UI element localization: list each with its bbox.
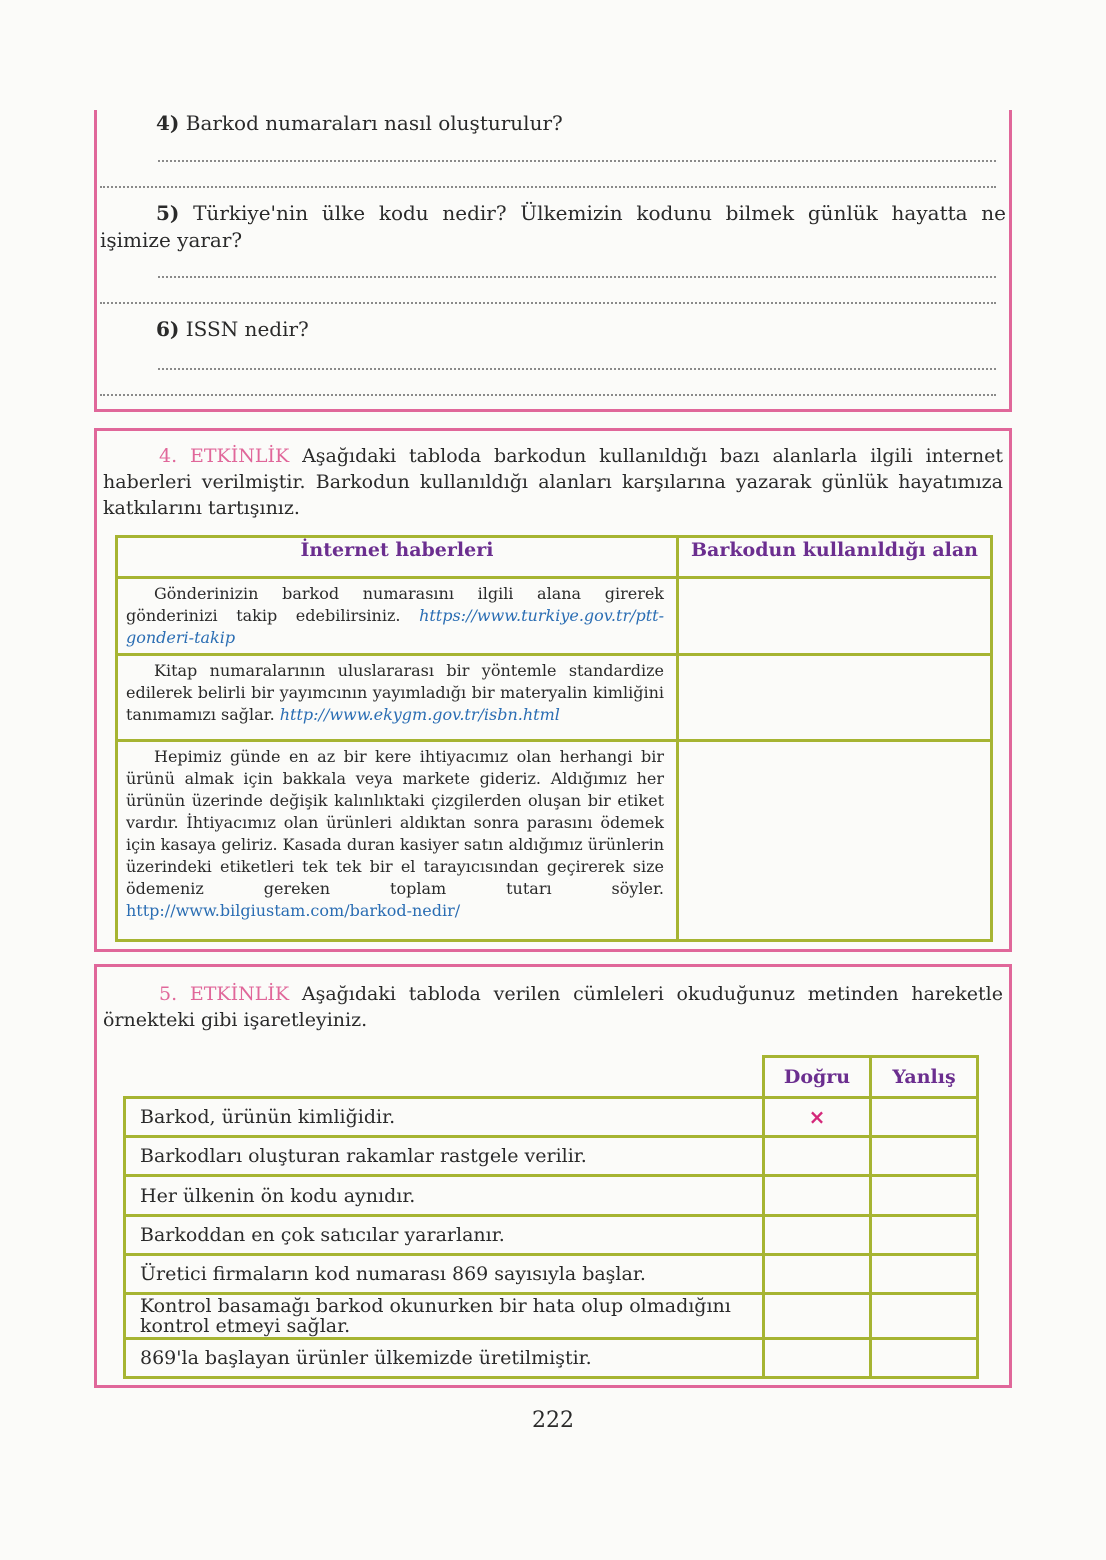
header-barcode-area: Barkodun kullanıldığı alan <box>678 537 992 578</box>
dogru-cell[interactable] <box>764 1098 871 1137</box>
answer-cell[interactable] <box>678 741 992 941</box>
statement: Barkod, ürünün kimliğidir. <box>125 1098 764 1137</box>
activity-5-intro: 5. ETKİNLİK Aşağıdaki tabloda verilen cümleleri okuduğunuz metinden hareketle örnekteki gibi işaretleyiniz. <box>103 983 1003 1031</box>
yanlis-cell[interactable] <box>871 1294 978 1339</box>
answer-cell[interactable] <box>678 578 992 655</box>
dogru-cell[interactable] <box>764 1294 871 1339</box>
dogru-cell[interactable] <box>764 1176 871 1216</box>
question-5: 5) Türkiye'nin ülke kodu nedir? Ülkemizin kodunu bilmek günlük hayatta ne işimize yarar? <box>100 201 1006 252</box>
true-false-table <box>123 1055 979 1379</box>
table-row <box>125 1176 978 1216</box>
x-mark-icon: × <box>808 1105 826 1129</box>
yanlis-cell[interactable] <box>871 1098 978 1137</box>
table-row <box>117 655 992 741</box>
answer-line[interactable] <box>158 160 996 162</box>
dogru-cell[interactable] <box>764 1216 871 1255</box>
page-number: 222 <box>532 1408 574 1433</box>
answer-line[interactable] <box>158 368 996 370</box>
table-row <box>125 1294 978 1339</box>
header-internet-news: İnternet haberleri <box>117 537 678 578</box>
statement: Barkoddan en çok satıcılar yararlanır. <box>125 1216 764 1255</box>
news-cell: Kitap numaralarının uluslararası bir yöntemle standardize edilerek belirli bir yayımcının yayımladığı bir materyalin kimliğini tanımamızı sağlar. http://www.ekygm.gov.tr/isbn.html <box>117 655 678 741</box>
activity-5 <box>94 964 1012 1388</box>
dogru-cell[interactable] <box>764 1137 871 1176</box>
yanlis-cell[interactable] <box>871 1176 978 1216</box>
answer-line[interactable] <box>100 394 996 396</box>
internet-news-table <box>115 535 993 942</box>
yanlis-cell[interactable] <box>871 1216 978 1255</box>
question-6: 6) ISSN nedir? <box>156 317 309 341</box>
header-yanlis: Yanlış <box>871 1057 978 1098</box>
dogru-cell[interactable] <box>764 1255 871 1294</box>
news-link[interactable]: http://www.ekygm.gov.tr/isbn.html <box>279 705 560 724</box>
statement: Üretici firmaların kod numarası 869 sayısıyla başlar. <box>125 1255 764 1294</box>
yanlis-cell[interactable] <box>871 1339 978 1378</box>
statement: 869'la başlayan ürünler ülkemizde üretilmiştir. <box>125 1339 764 1378</box>
answer-line[interactable] <box>100 302 996 304</box>
answer-cell[interactable] <box>678 655 992 741</box>
question-4: 4) Barkod numaraları nasıl oluşturulur? <box>156 111 563 135</box>
header-dogru: Doğru <box>764 1057 871 1098</box>
table-row <box>125 1098 978 1137</box>
answer-line[interactable] <box>100 186 996 188</box>
activity-4-title: 4. ETKİNLİK <box>159 445 290 467</box>
activity-4 <box>94 428 1012 952</box>
answer-line[interactable] <box>158 276 996 278</box>
table-row <box>125 1255 978 1294</box>
yanlis-cell[interactable] <box>871 1255 978 1294</box>
activity-5-title: 5. ETKİNLİK <box>159 983 290 1005</box>
yanlis-cell[interactable] <box>871 1137 978 1176</box>
news-cell: Gönderinizin barkod numarasını ilgili alana girerek gönderinizi takip edebilirsiniz. https://www.turkiye.gov.tr/ptt-gonderi-takip <box>117 578 678 655</box>
table-row <box>125 1216 978 1255</box>
table-row <box>125 1339 978 1378</box>
news-link[interactable]: https://www.turkiye.gov.tr/ptt-gonderi-takip <box>126 606 664 647</box>
questions-frame <box>94 110 1012 412</box>
table-row <box>125 1137 978 1176</box>
activity-4-intro: 4. ETKİNLİK Aşağıdaki tabloda barkodun kullanıldığı bazı alanlarla ilgili internet haberleri verilmiştir. Barkodun kullanıldığı alanları karşılarına yazarak günlük hayatımıza katkılarını tartışınız. <box>103 445 1003 519</box>
news-cell: Hepimiz günde en az bir kere ihtiyacımız olan herhangi bir ürünü almak için bakkala veya markete gideriz. Aldığımız her ürünün üzerinde değişik kalınlıktaki çizgilerden oluşan bir etiket vardır. İhtiyacımız olan ürünleri aldıktan sonra parasını ödemek için kasaya geliriz. Kasada duran kasiyer satın aldığımız ürünlerin üzerindeki etiketleri tek tek bir el tarayıcısından geçirerek size ödemeniz gereken toplam tutarı söyler. http://www.bilgiustam.com/barkod-nedir/ <box>117 741 678 941</box>
statement: Barkodları oluşturan rakamlar rastgele verilir. <box>125 1137 764 1176</box>
statement: Her ülkenin ön kodu aynıdır. <box>125 1176 764 1216</box>
table-row <box>117 741 992 941</box>
statement: Kontrol basamağı barkod okunurken bir hata olup olmadığını kontrol etmeyi sağlar. <box>125 1294 764 1339</box>
news-link[interactable]: http://www.bilgiustam.com/barkod-nedir/ <box>126 901 461 920</box>
table-row <box>117 578 992 655</box>
dogru-cell[interactable] <box>764 1339 871 1378</box>
